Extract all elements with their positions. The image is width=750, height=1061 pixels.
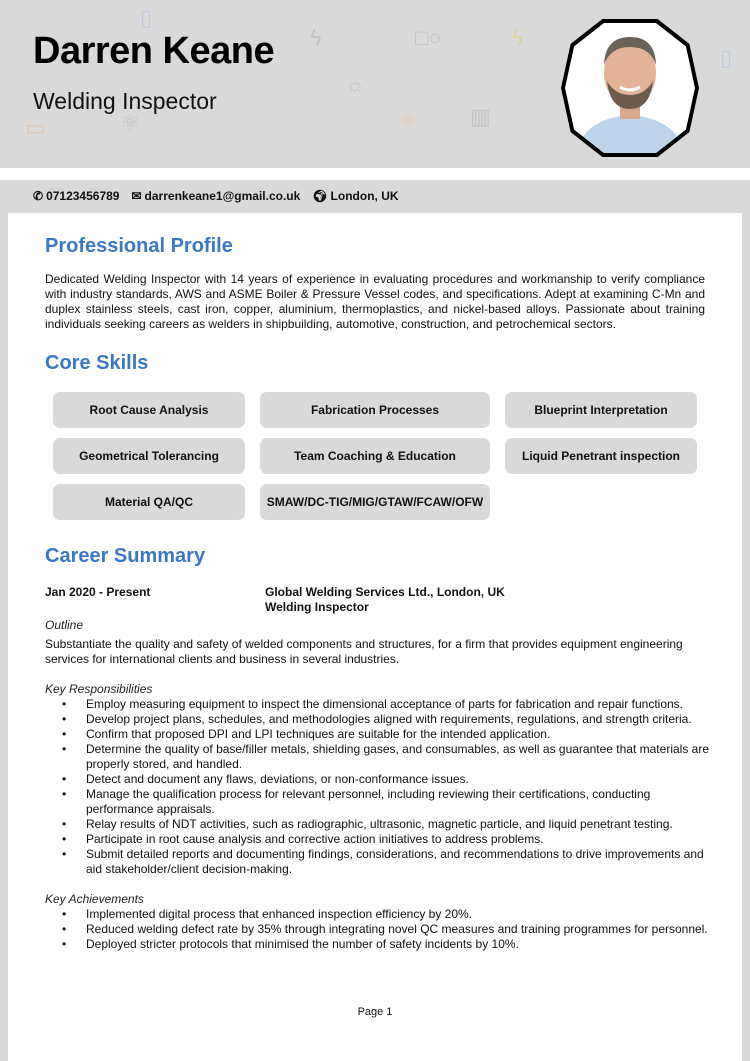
contact-location bbox=[312, 189, 398, 203]
list-item: • Detect and document any flaws, deviations, or non-conformance issues. bbox=[45, 772, 710, 787]
list-item: • Employ measuring equipment to inspect the dimensional acceptance of parts for fabrication and repair functions. bbox=[45, 697, 710, 712]
list-item: • Determine the quality of base/filler metals, shielding gases, and consumables, as well as guarantee that materials are properly stored, and handled. bbox=[45, 742, 710, 772]
atom-icon: ⚛ bbox=[120, 110, 140, 135]
section-heading-skills: Core Skills bbox=[45, 352, 149, 374]
section-heading-career: Career Summary bbox=[45, 545, 206, 567]
achievements-label: Key Achievements bbox=[45, 892, 144, 906]
candidate-name: Darren Keane bbox=[33, 30, 275, 72]
list-item: • Deployed stricter protocols that minimised the number of safety incidents by 10%. bbox=[45, 937, 710, 952]
globe-icon: 🌍︎ bbox=[312, 189, 328, 203]
skill-tag: SMAW/DC-TIG/MIG/GTAW/FCAW/OFW bbox=[260, 484, 490, 520]
profile-text: Dedicated Welding Inspector with 14 years of experience in evaluating procedures and workmanship to verify compliance with industry standards, AWS and ASME Boiler & Pressure Vessel codes, and specifications. Adept at examining C-Mn and duplex stainless steels, cast iron, copper, aluminium, thermoplastics, and nickel-based alloys. Passionate about training individuals seeking careers as welders in shipbuilding, automotive, construction, and petrochemical sectors. bbox=[45, 272, 705, 331]
profile-photo bbox=[561, 19, 699, 157]
shapes-icon: □○ bbox=[415, 25, 442, 50]
contact-bar bbox=[33, 189, 399, 203]
skill-tag: Liquid Penetrant inspection bbox=[505, 438, 697, 474]
location-text: London, UK bbox=[330, 189, 399, 203]
lightning-icon: ϟ bbox=[512, 25, 524, 50]
job-entry bbox=[45, 585, 710, 952]
list-item: • Relay results of NDT activities, such as radiographic, ultrasonic, magnetic particle, and liquid penetrant testing. bbox=[45, 817, 710, 832]
achievements-list bbox=[45, 907, 710, 952]
responsibilities-label: Key Responsibilities bbox=[45, 682, 153, 696]
list-item: • Reduced welding defect rate by 35% through integrating novel QC measures and training programmes for personnel. bbox=[45, 922, 710, 937]
list-item: • Confirm that proposed DPI and LPI techniques are suitable for the intended application. bbox=[45, 727, 710, 742]
job-outline: Substantiate the quality and safety of welded components and structures, for a firm that provides equipment engineering services for international clients and business in several industries. bbox=[45, 637, 683, 666]
list-item: • Develop project plans, schedules, and methodologies aligned with requirements, regulations, and strength criteria. bbox=[45, 712, 710, 727]
skill-tag: Geometrical Tolerancing bbox=[53, 438, 245, 474]
buildings-icon: ▥ bbox=[470, 104, 491, 129]
contact-phone bbox=[33, 189, 119, 203]
section-heading-profile: Professional Profile bbox=[45, 235, 233, 257]
skill-tag: Team Coaching & Education bbox=[260, 438, 490, 474]
skill-tag: Fabrication Processes bbox=[260, 392, 490, 428]
job-role: Welding Inspector bbox=[265, 600, 369, 614]
job-title: Welding Inspector bbox=[33, 88, 217, 114]
browser-icon: ▭ bbox=[25, 115, 46, 140]
outline-label: Outline bbox=[45, 618, 84, 632]
lightbulb-icon: ☼ bbox=[345, 72, 366, 97]
list-item: • Manage the qualification process for relevant personnel, including reviewing their certifications, conducting performance appraisals. bbox=[45, 787, 710, 817]
phone-map-icon: ▯ bbox=[140, 5, 153, 30]
skill-tag: Root Cause Analysis bbox=[53, 392, 245, 428]
lightning-icon: ϟ bbox=[310, 25, 322, 50]
skill-tag: Material QA/QC bbox=[53, 484, 245, 520]
list-item: • Participate in root cause analysis and corrective action initiatives to address problems. bbox=[45, 832, 710, 847]
envelope-icon: ✉ bbox=[131, 189, 142, 203]
contact-email bbox=[131, 189, 300, 203]
header-banner bbox=[0, 0, 750, 168]
phone-map-icon: ▯ bbox=[720, 45, 733, 70]
job-company: Global Welding Services Ltd., London, UK bbox=[265, 585, 505, 599]
skills-grid bbox=[53, 392, 698, 520]
phone-icon: ✆ bbox=[33, 189, 44, 203]
page-number: Page 1 bbox=[357, 1006, 393, 1018]
list-item: • Implemented digital process that enhanced inspection efficiency by 20%. bbox=[45, 907, 710, 922]
responsibilities-list bbox=[45, 697, 710, 877]
job-dates: Jan 2020 - Present bbox=[45, 585, 151, 599]
atom-icon: ⚛ bbox=[398, 108, 418, 133]
email-text: darrenkeane1@gmail.co.uk bbox=[144, 189, 301, 203]
list-item: • Submit detailed reports and documenting findings, considerations, and recommendations to drive improvements and aid stakeholder/client decision-making. bbox=[45, 847, 710, 877]
divider-strip bbox=[0, 168, 750, 180]
phone-text: 07123456789 bbox=[46, 189, 120, 203]
skill-tag: Blueprint Interpretation bbox=[505, 392, 697, 428]
